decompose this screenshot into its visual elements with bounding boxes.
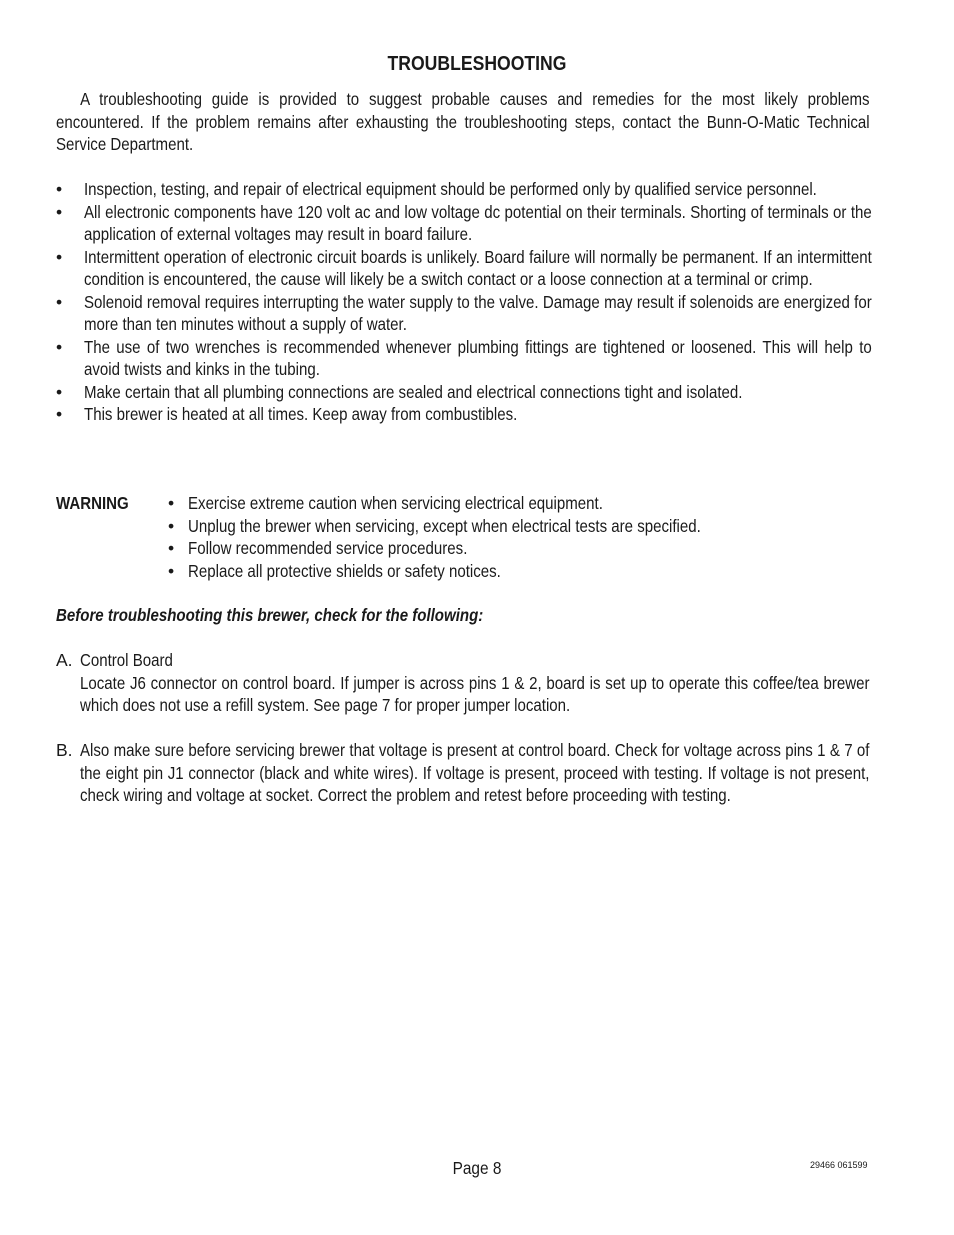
list-item: • All electronic components have 120 volt ac and low voltage dc potential on their terminals. Shorting of terminals or the application of external voltages may result in board failure. [56,201,872,244]
section-heading: Before troubleshooting this brewer, check for the following: [56,605,484,625]
item-body: Locate J6 connector on control board. If jumper is across pins 1 & 2, board is set up to operate this coffee/tea brewer which does not use a refill system. See page 7 for proper jumper location. [80,672,870,715]
bullet-icon: • [168,560,175,581]
bullet-icon: • [56,179,63,199]
bullet-icon: • [56,336,63,357]
document-number: 29466 061599 [810,1160,868,1170]
intro-paragraph [56,88,870,156]
list-item: • This brewer is heated at all times. Keep away from combustibles. [56,404,518,424]
list-item: • Exercise extreme caution when servicing electrical equipment. [168,493,603,513]
list-item: • Replace all protective shields or safety notices. [168,560,501,581]
page-number: Page 8 [452,1158,502,1178]
list-item: • Unplug the brewer when servicing, except when electrical tests are specified. [168,515,701,536]
bullet-icon: • [56,201,63,222]
bullet-icon: • [56,381,63,402]
page-title: TROUBLESHOOTING [387,53,567,75]
item-marker: B. [56,740,73,760]
bullet-icon: • [56,291,63,312]
bullet-icon: • [168,493,175,513]
list-item: • The use of two wrenches is recommended whenever plumbing fittings are tightened or loosened. This will help to avoid twists and kinks in the tubing. [56,336,872,379]
list-item: • Inspection, testing, and repair of electrical equipment should be performed only by qualified service personnel. [56,179,817,199]
bullet-icon: • [168,538,175,558]
intro-text: A troubleshooting guide is provided to suggest probable causes and remedies for the most likely problems encountered. If the problem remains after exhausting the troubleshooting steps, contact the Bunn-O-Matic Technical Service Department. [56,89,870,154]
bullet-icon: • [168,515,175,536]
bullet-icon: • [56,246,63,267]
list-item: • Solenoid removal requires interrupting the water supply to the valve. Damage may result if solenoids are energized for more than ten minutes without a supply of water. [56,291,872,334]
item-heading: Control Board [80,650,173,670]
list-item: • Make certain that all plumbing connections are sealed and electrical connections tight and isolated. [56,381,743,402]
warning-label: WARNING [56,493,129,513]
item-body: Also make sure before servicing brewer that voltage is present at control board. Check for voltage across pins 1 & 7 of the eight pin J1 connector (black and white wires). If voltage is present, proceed with testing. If voltage is not present, check wiring and voltage at socket. Correct the problem and retest before proceeding with testing. [80,740,870,805]
list-item: • Follow recommended service procedures. [168,538,468,558]
bullet-icon: • [56,404,63,424]
list-item: • Intermittent operation of electronic circuit boards is unlikely. Board failure will normally be permanent. If an intermittent condition is encountered, the cause will likely be a switch contact or a loose connection at a terminal or crimp. [56,246,872,289]
item-marker: A. [56,650,73,670]
warning-list [168,492,868,582]
safety-bullet-list [56,178,870,426]
